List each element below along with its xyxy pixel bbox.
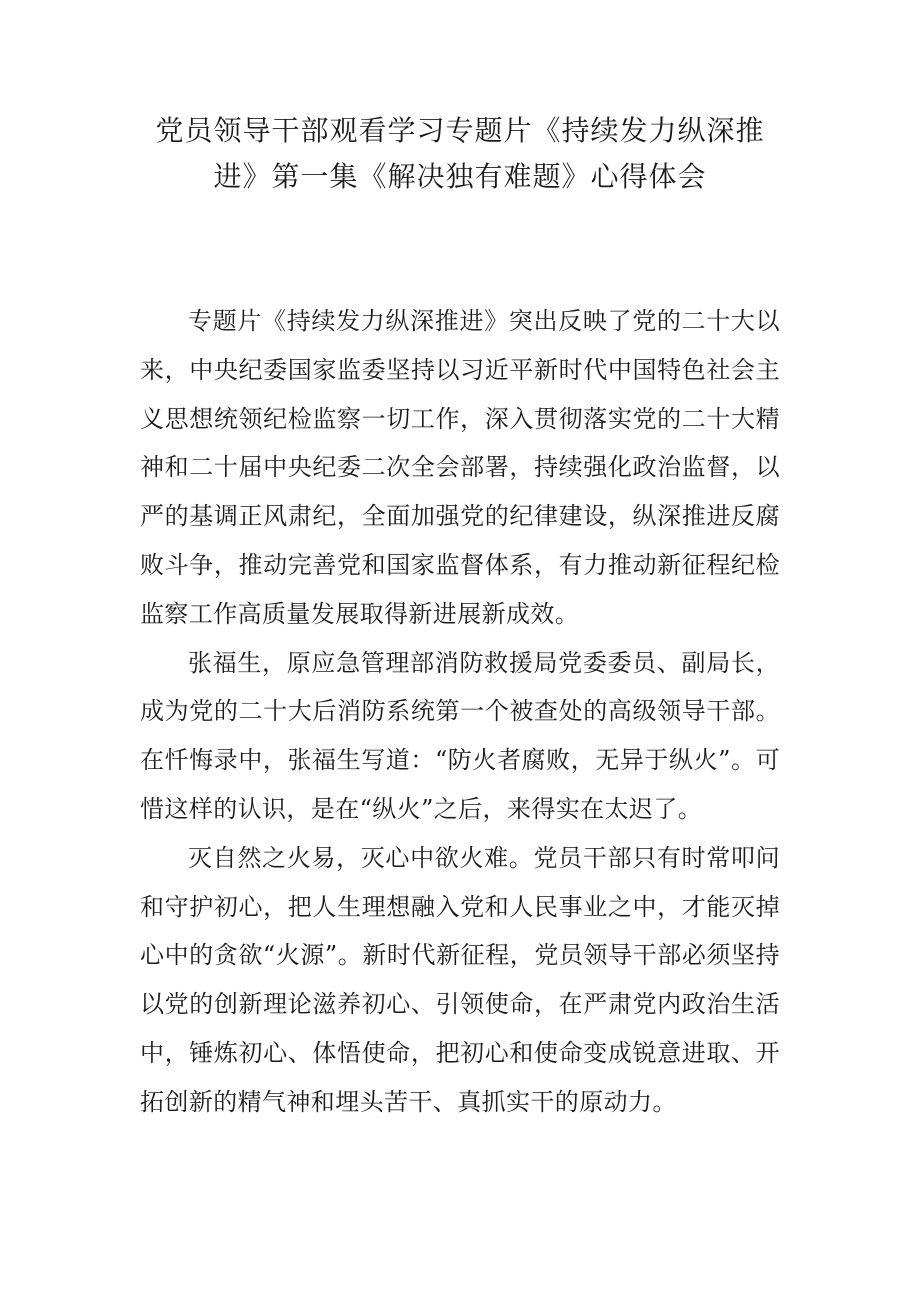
paragraph-2: 张福生，原应急管理部消防救援局党委委员、副局长，成为党的二十大后消防系统第一个被查处的高级领导干部。在忏悔录中，张福生写道：“防火者腐败，无异于纵火”。可惜这样的认识，是在“纵火”之后，来得实在太迟了。 bbox=[140, 648, 780, 823]
document-body bbox=[140, 297, 780, 1127]
paragraph-3: 灭自然之火易，灭心中欲火难。党员干部只有时常叩问和守护初心，把人生理想融入党和人民事业之中，才能灭掉心中的贪欲“火源”。新时代新征程，党员领导干部必须坚持以党的创新理论滋养初心、引领使命，在严肃党内政治生活中，锤炼初心、体悟使命，把初心和使命变成锐意进取、开拓创新的精气神和埋头苦干、真抓实干的原动力。 bbox=[140, 843, 780, 1116]
title-line-2: 进》第一集《解决独有难题》心得体会 bbox=[213, 160, 707, 193]
title-line-1: 党员领导干部观看学习专题片《持续发力纵深推 bbox=[155, 114, 765, 147]
paragraph-1: 专题片《持续发力纵深推进》突出反映了党的二十大以来，中央纪委国家监委坚持以习近平新时代中国特色社会主义思想统领纪检监察一切工作，深入贯彻落实党的二十大精神和二十届中央纪委二次全会部署，持续强化政治监督，以严的基调正风肃纪，全面加强党的纪律建设，纵深推进反腐败斗争，推动完善党和国家监督体系，有力推动新征程纪检监察工作高质量发展取得新进展新成效。 bbox=[140, 307, 780, 628]
document-title bbox=[140, 108, 780, 200]
